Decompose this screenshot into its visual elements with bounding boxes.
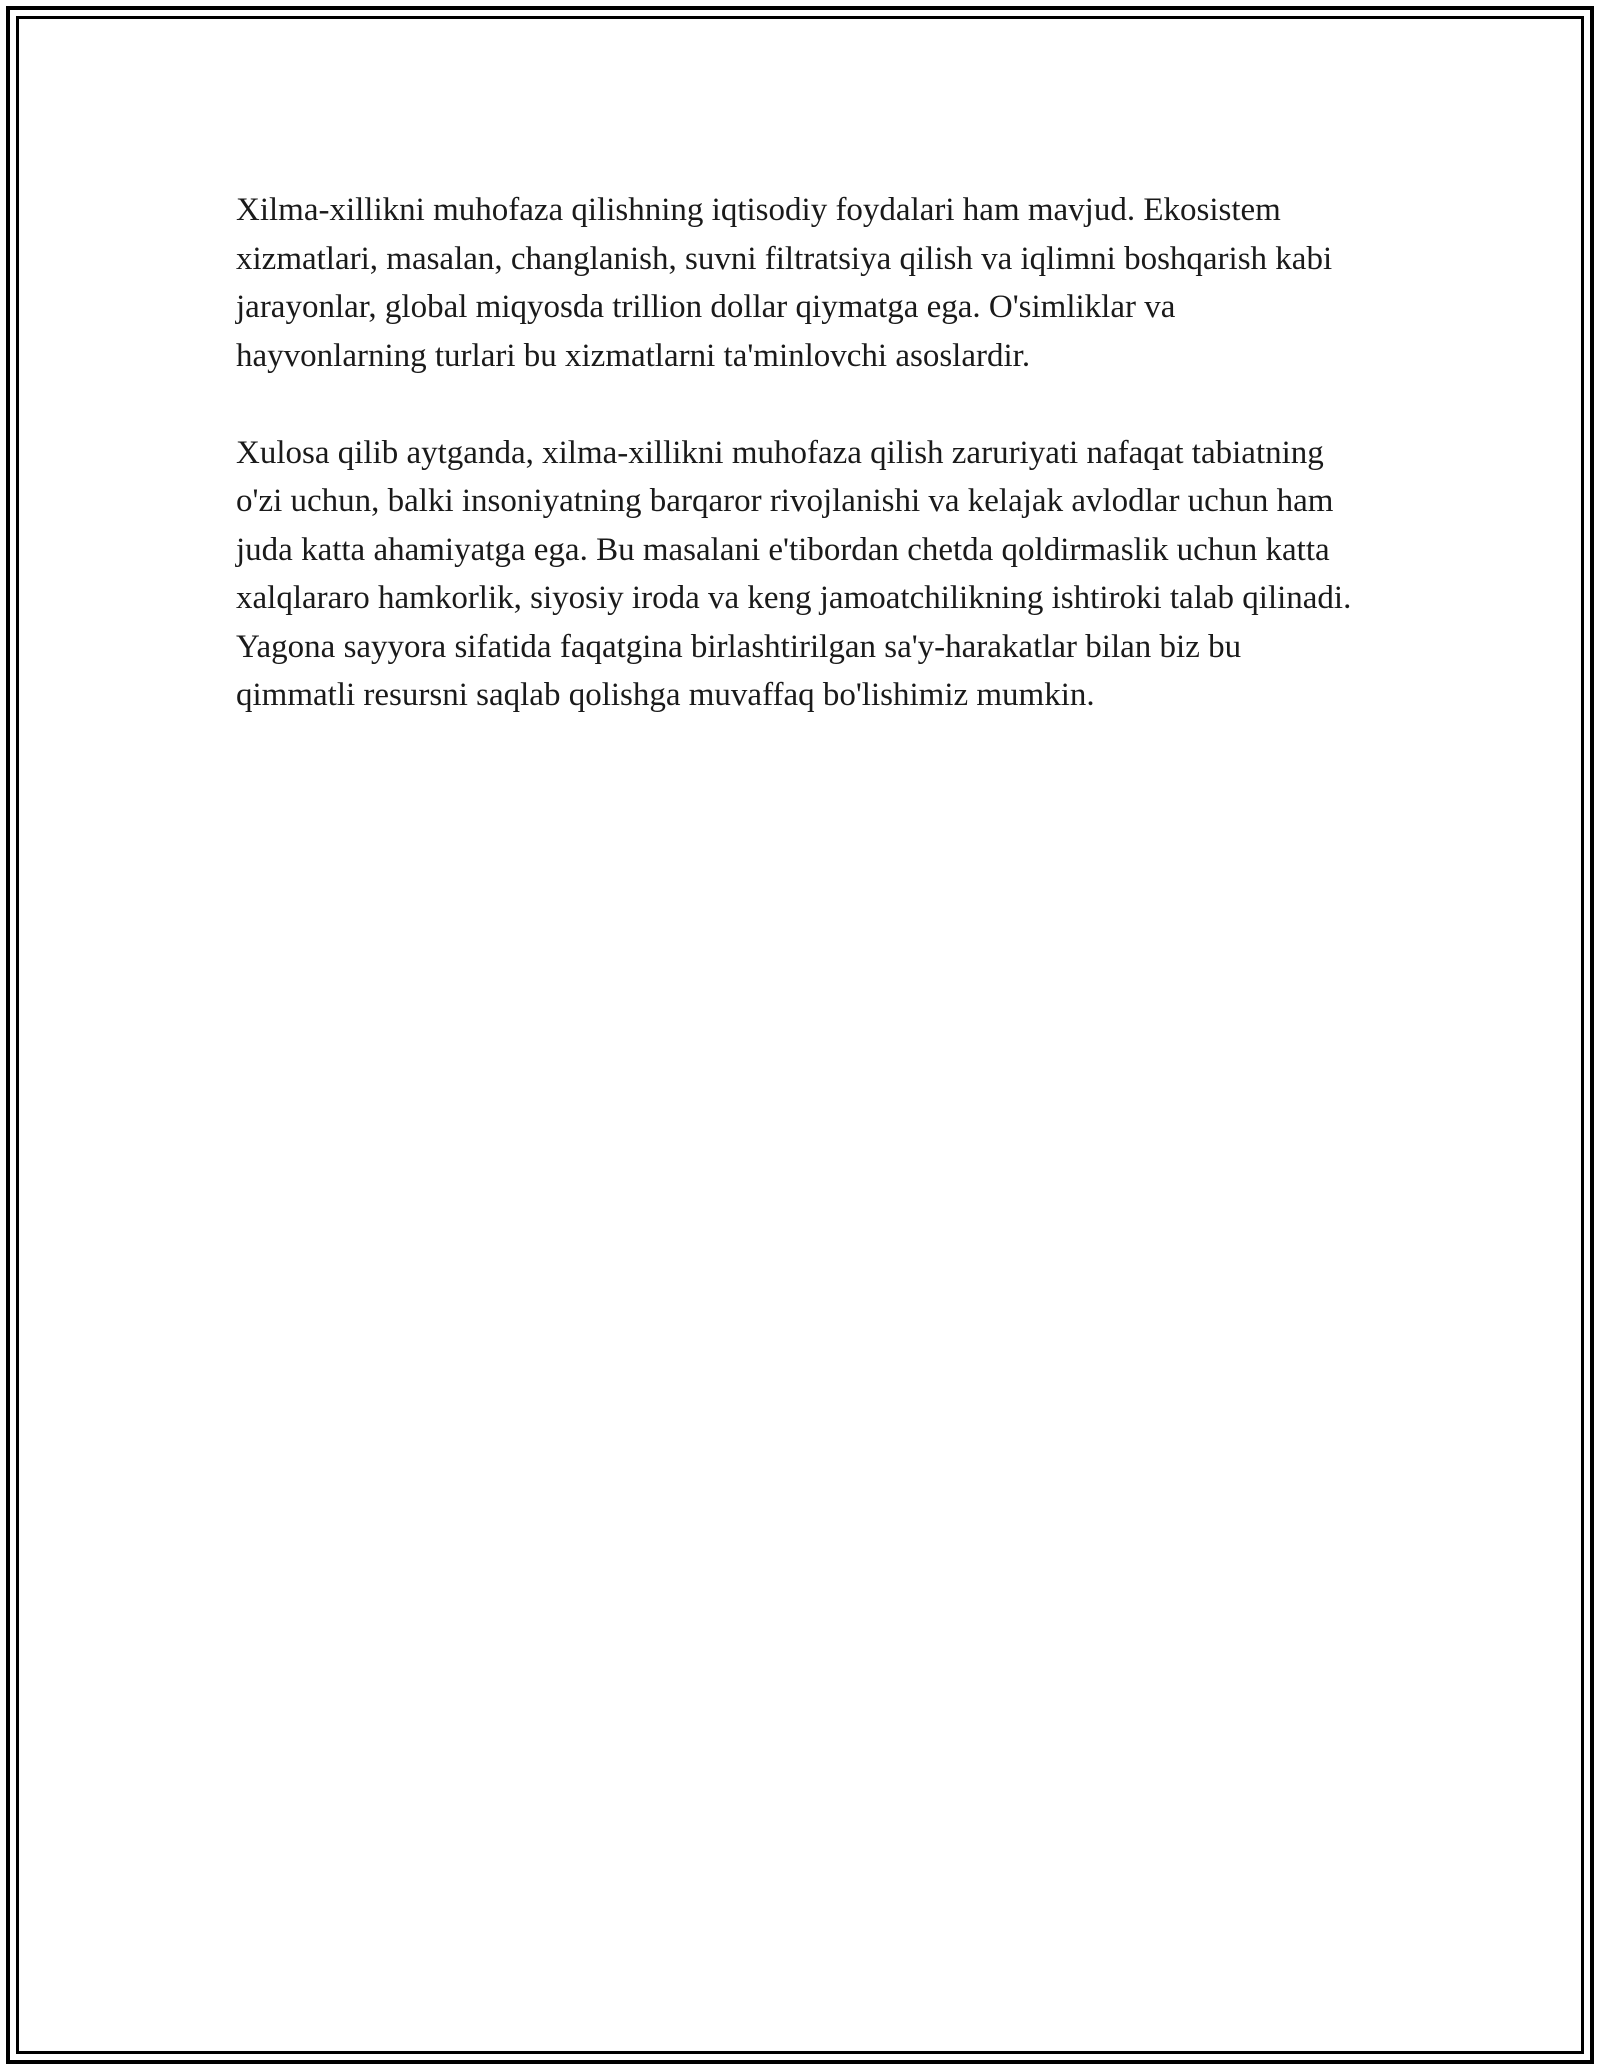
paragraph-economic-benefits: Xilma-xillikni muhofaza qilishning iqtisodiy foydalari ham mavjud. Ekosistem xizmatlari, masalan, changlanish, suvni filtratsiya qilish va iqlimni boshqarish kabi jarayonlar, global miqyosda trillion dollar qiymatga ega. O'simliklar va hayvonlarning turlari bu xizmatlarni ta'minlovchi asoslardir. <box>236 192 1333 374</box>
paragraph-conclusion: Xulosa qilib aytganda, xilma-xillikni muhofaza qilish zaruriyati nafaqat tabiatning o'zi uchun, balki insoniyatning barqaror rivojlanishi va kelajak avlodlar uchun ham juda katta ahamiyatga ega. Bu masalani e'tibordan chetda qoldirmaslik uchun katta xalqlararo hamkorlik, siyosiy iroda va keng jamoatchilikning ishtiroki talab qilinadi. Yagona sayyora sifatida faqatgina birlashtirilgan sa'y-harakatlar bilan biz bu qimmatli resursni saqlab qolishga muvaffaq bo'lishimiz mumkin. <box>236 434 1352 713</box>
document-body <box>236 186 1366 768</box>
